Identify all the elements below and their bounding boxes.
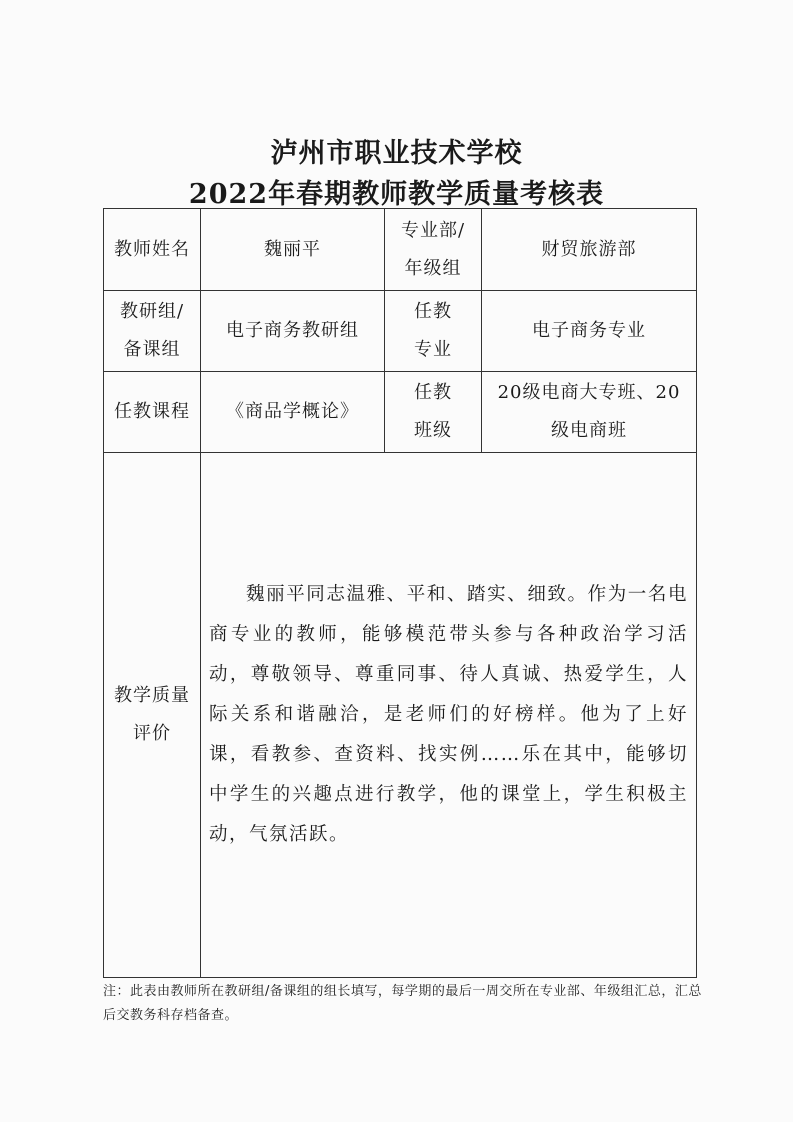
table-row <box>104 209 697 291</box>
assessment-table <box>103 208 697 978</box>
class-label-line2: 班级 <box>414 420 452 441</box>
evaluation-label <box>104 453 201 978</box>
major-label <box>385 291 482 372</box>
course-value: 《商品学概论》 <box>201 372 385 453</box>
major-value: 电子商务专业 <box>482 291 697 372</box>
class-value-line2: 级电商班 <box>551 420 627 441</box>
major-label-line1: 任教 <box>414 301 452 322</box>
group-label-line1: 教研组/ <box>119 301 185 322</box>
table-row <box>104 453 697 978</box>
department-value: 财贸旅游部 <box>482 209 697 291</box>
teacher-name-label: 教师姓名 <box>104 209 201 291</box>
class-label <box>385 372 482 453</box>
department-label-line2: 年级组 <box>404 257 462 279</box>
course-label: 任教课程 <box>104 372 201 453</box>
class-value-line1: 20级电商大专班、20 <box>497 382 681 403</box>
table-row <box>104 372 697 453</box>
class-label-line1: 任教 <box>414 382 452 403</box>
group-label-line2: 备课组 <box>123 339 181 360</box>
department-label <box>385 209 482 291</box>
evaluation-text: 魏丽平同志温雅、平和、踏实、细致。作为一名电商专业的教师，能够模范带头参与各种政治学习活动，尊敬领导、尊重同事、待人真诚、热爱学生，人际关系和谐融洽，是老师们的好榜样。他为了上好课，看教参、查资料、找实例……乐在其中，能够切中学生的兴趣点进行教学，他的课堂上，学生积极主动，气氛活跃。 <box>209 584 688 845</box>
evaluation-cell <box>201 453 697 978</box>
footnote: 注：此表由教师所在教研组/备课组的组长填写，每学期的最后一周交所在专业部、年级组汇总，汇总后交教务科存档备查。 <box>103 984 702 1023</box>
table-row <box>104 291 697 372</box>
major-label-line2: 专业 <box>414 339 452 360</box>
document-title: 泸州市职业技术学校 <box>270 138 523 169</box>
document-subtitle: 2022年春期教师教学质量考核表 <box>188 179 605 210</box>
teacher-name-value: 魏丽平 <box>201 209 385 291</box>
group-value: 电子商务教研组 <box>201 291 385 372</box>
evaluation-label-line2: 评价 <box>133 723 171 744</box>
group-label <box>104 291 201 372</box>
class-value <box>482 372 697 453</box>
department-label-line1: 专业部/ <box>400 219 466 241</box>
evaluation-label-line1: 教学质量 <box>114 685 190 706</box>
